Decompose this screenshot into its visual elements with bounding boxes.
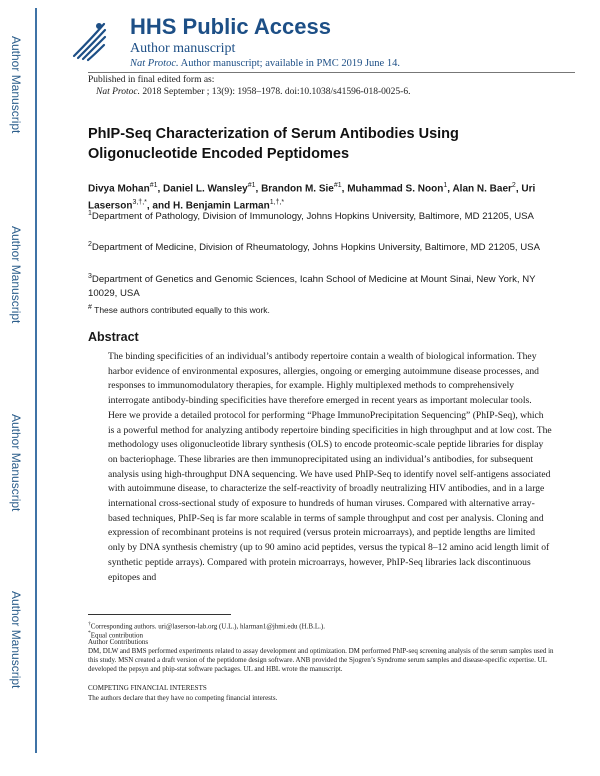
side-label-1: Author Manuscript <box>9 36 23 134</box>
abstract-body: The binding specificities of an individual’s antibody repertoire contain a wealth of biological information. They harbor evidence of environmental exposures, allergies, ongoing or emerging autoimmune disease processes, and responses to immunomodulatory therapies, for example. Highly multiplexed methods to comprehensively interrogate antibody-binding specificities have therefore emerged in recent years as important molecular tools. Here we provide a detailed protocol for performing “Phage ImmunoPrecipitation Sequencing” (PhIP-Seq), which is a powerful method for analyzing antibody repertoire binding specificities in high throughput and at low cost. The methodology uses oligonucleotide library synthesis (OLS) to encode proteomic-scale peptide libraries for display on bacteriophage. These libraries are then immunoprecipitated using an individual’s antibodies, for subsequent analysis using high-throughput DNA sequencing. We have used PhIP-Seq to identify novel self-antigens associated with autoimmune disease, to characterize the self-reactivity of broadly neutralizing HIV antibodies, and in a large international cross-sectional study of exposure to hundreds of human viruses. Compared with alternative array-based techniques, PhIP-Seq is far more scalable in terms of sample throughput and cost per analysis. Cloning and expression of recombinant proteins is not required (versus protein microarrays), and peptide lengths are limited only by DNA synthesis chemistry (up to 90 amino acid peptides, versus the typical 8–12 amino acid length limit of synthetic peptide arrays). Compared with protein microarrays, however, PhIP-Seq libraries lack discontinuous epitopes and <box>108 351 552 583</box>
author: Muhammad S. Noon <box>347 183 444 195</box>
footnote-contrib-heading: Author Contributions <box>88 638 149 646</box>
footnote-equal: *Equal contribution <box>88 630 144 640</box>
paper-title: PhIP-Seq Characterization of Serum Antibodies Using Oligonucleotide Encoded Peptidomes <box>88 126 459 162</box>
abstract-heading: Abstract <box>88 330 139 344</box>
author: Daniel L. Wansley <box>163 183 248 195</box>
footnote-rule <box>88 614 231 615</box>
published-citation: Nat Protoc. 2018 September ; 13(9): 1958–1978. doi:10.1038/s41596-018-0025-6. <box>96 87 411 97</box>
published-label: Published in final edited form as: <box>88 75 215 85</box>
equal-contribution-note: # These authors contributed equally to this work. <box>88 304 270 315</box>
hhs-title: HHS Public Access <box>130 14 331 39</box>
side-rule <box>35 8 37 753</box>
affiliation-1: $^1$Department of Pathology, Division of Immunology, Johns Hopkins University, Baltimore, MD 21205, USA <box>88 210 534 223</box>
hhs-availability: Nat Protoc. Author manuscript; available in PMC 2019 June 14. <box>130 58 400 69</box>
footnote-corresponding: †Corresponding authors. uri@laserson-lab.org (U.L.), hlarman1@jhmi.edu (H.B.L.). <box>88 621 325 631</box>
author: Divya Mohan <box>88 183 150 195</box>
author-list: Divya Mohan$^{\#1}$, Daniel L. Wansley$^{\#1}$, Brandon M. Sie$^{\#1}$, Muhammad S. Noon$^1$, Alan N. Baer$^2$, Uri Laserson$^{3,\dagger,*}$, and H. Benjamin Larman$^{1,\dagger,*}$ <box>88 182 536 212</box>
hhs-subtitle: Author manuscript <box>130 41 236 56</box>
side-label-4: Author Manuscript <box>9 591 23 689</box>
footnote-competing-heading: COMPETING FINANCIAL INTERESTS <box>88 684 207 692</box>
footnote-competing: The authors declare that they have no competing financial interests. <box>88 694 278 702</box>
footnote-contrib: DM, DLW and BMS performed experiments related to assay development and optimization. DM performed PhIP-seq screening analysis of the serum samples used in this study. MSN created a draft version of the peptidome design software. ANB provided the Sjogren’s Syndrome serum samples and disease-specific expertise. UL developed the pepsyn and phip-stat software packages. UL and HBL wrote the manuscript. <box>88 647 554 673</box>
author: Brandon M. Sie <box>261 183 334 195</box>
hhs-eagle-icon <box>70 18 108 62</box>
author: Alan N. Baer <box>452 183 512 195</box>
side-label-3: Author Manuscript <box>9 414 23 512</box>
author: Uri Laserson <box>88 183 536 212</box>
author: H. Benjamin Larman <box>173 200 270 212</box>
affiliation-3: $^3$Department of Genetics and Genomic Sciences, Icahn School of Medicine at Mount Sinai, New York, NY 10029, USA <box>88 273 536 300</box>
header-rule <box>88 72 575 73</box>
side-label-2: Author Manuscript <box>9 226 23 324</box>
affiliation-2: $^2$Department of Medicine, Division of Rheumatology, Johns Hopkins University, Baltimore, MD 21205, USA <box>88 241 540 254</box>
